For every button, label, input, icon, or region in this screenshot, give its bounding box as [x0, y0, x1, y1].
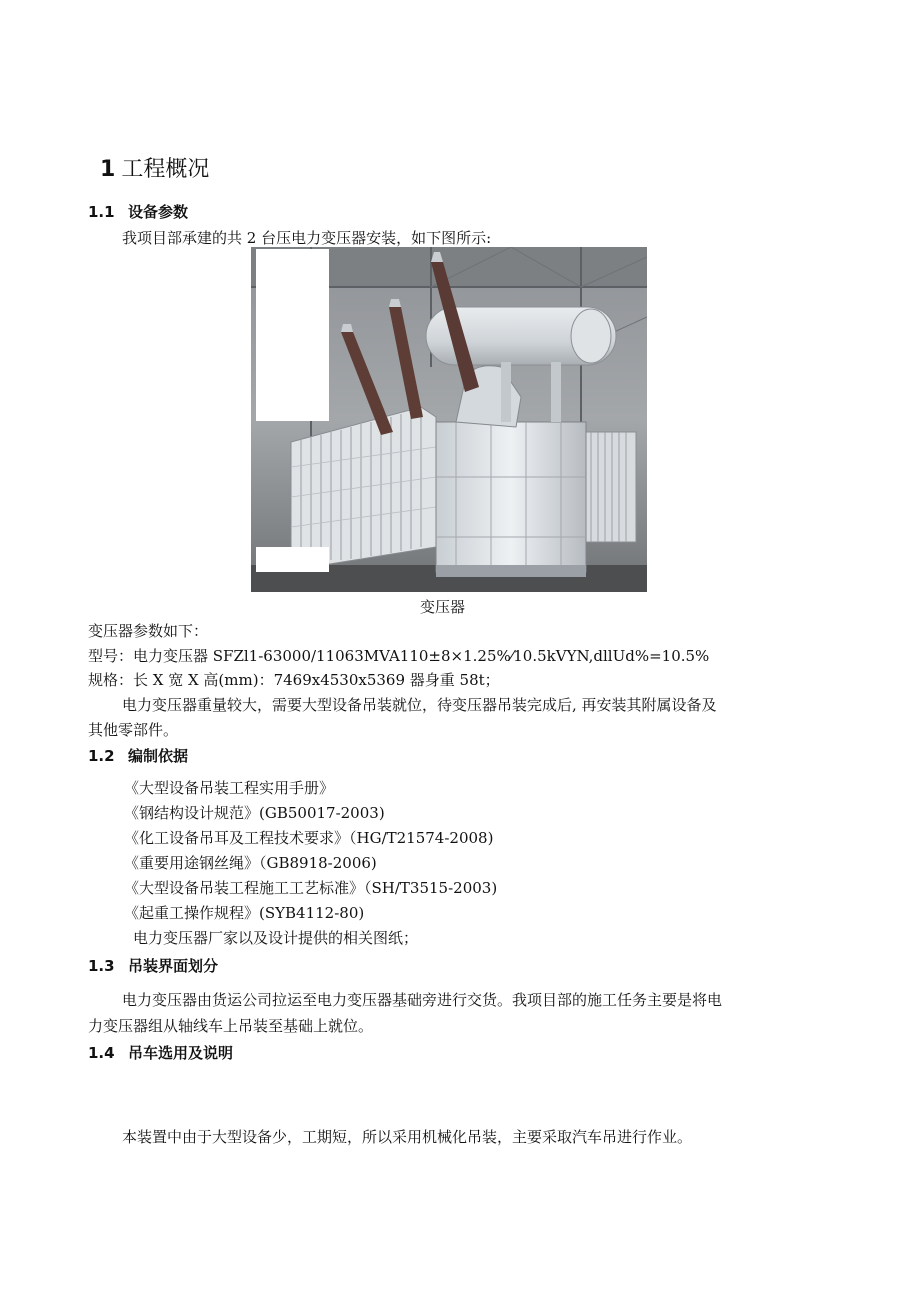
reference-item: 《大型设备吊装工程施工工艺标准》（SH/T3515-2003) — [124, 879, 498, 897]
subsection-number: 1.3 — [88, 957, 115, 975]
scope-line-2: 力变压器组从轴线车上吊装至基础上就位。 — [88, 1017, 374, 1035]
section-number: 1 — [100, 157, 116, 182]
model-line: 型号：电力变压器 SFZl1-63000/11063MVA110±8×1.25%⁄10.5kVYN,dllUd%=10.5% — [88, 647, 710, 665]
subsection-heading-1-1 — [88, 201, 188, 222]
reference-item: 《大型设备吊装工程实用手册》 — [124, 779, 335, 797]
reference-item: 《化工设备吊耳及工程技术要求》（HG/T21574-2008) — [124, 829, 494, 847]
section-heading — [100, 152, 209, 183]
subsection-heading-1-4 — [88, 1042, 233, 1063]
photo-caption: 变压器 — [420, 598, 466, 616]
scope-line-1: 电力变压器由货运公司拉运至电力变压器基础旁进行交货。我项目部的施工任务主要是将电 — [122, 991, 723, 1009]
desc-line-2: 其他零部件。 — [88, 721, 179, 739]
subsection-title: 编制依据 — [128, 747, 189, 765]
params-title: 变压器参数如下： — [88, 622, 209, 640]
desc-line-1: 电力变压器重量较大，需要大型设备吊装就位，待变压器吊装完成后, 再安装其附属设备及 — [122, 696, 717, 714]
section-title: 工程概况 — [121, 157, 210, 182]
intro-text: 我项目部承建的共 2 台压电力变压器安装，如下图所示: — [122, 229, 492, 247]
spec-line: 规格：长 X 宽 X 高(mm)：7469x4530x5369 器身重 58t； — [88, 671, 500, 689]
subsection-title: 吊车选用及说明 — [128, 1044, 234, 1062]
reference-item: 电力变压器厂家以及设计提供的相关图纸； — [133, 929, 419, 947]
subsection-number: 1.4 — [88, 1044, 115, 1062]
reference-item: 《重要用途钢丝绳》（GB8918-2006) — [124, 854, 377, 872]
subsection-heading-1-2 — [88, 745, 188, 766]
subsection-title: 设备参数 — [128, 203, 189, 221]
subsection-title: 吊装界面划分 — [128, 957, 219, 975]
crane-text: 本装置中由于大型设备少，工期短，所以采用机械化吊装，主要采取汽车吊进行作业。 — [122, 1128, 693, 1146]
reference-item: 《起重工操作规程》(SYB4112-80) — [124, 904, 365, 922]
subsection-heading-1-3 — [88, 955, 218, 976]
transformer-photo — [251, 247, 647, 592]
reference-item: 《钢结构设计规范》(GB50017-2003) — [124, 804, 385, 822]
subsection-number: 1.2 — [88, 747, 115, 765]
subsection-number: 1.1 — [88, 203, 115, 221]
